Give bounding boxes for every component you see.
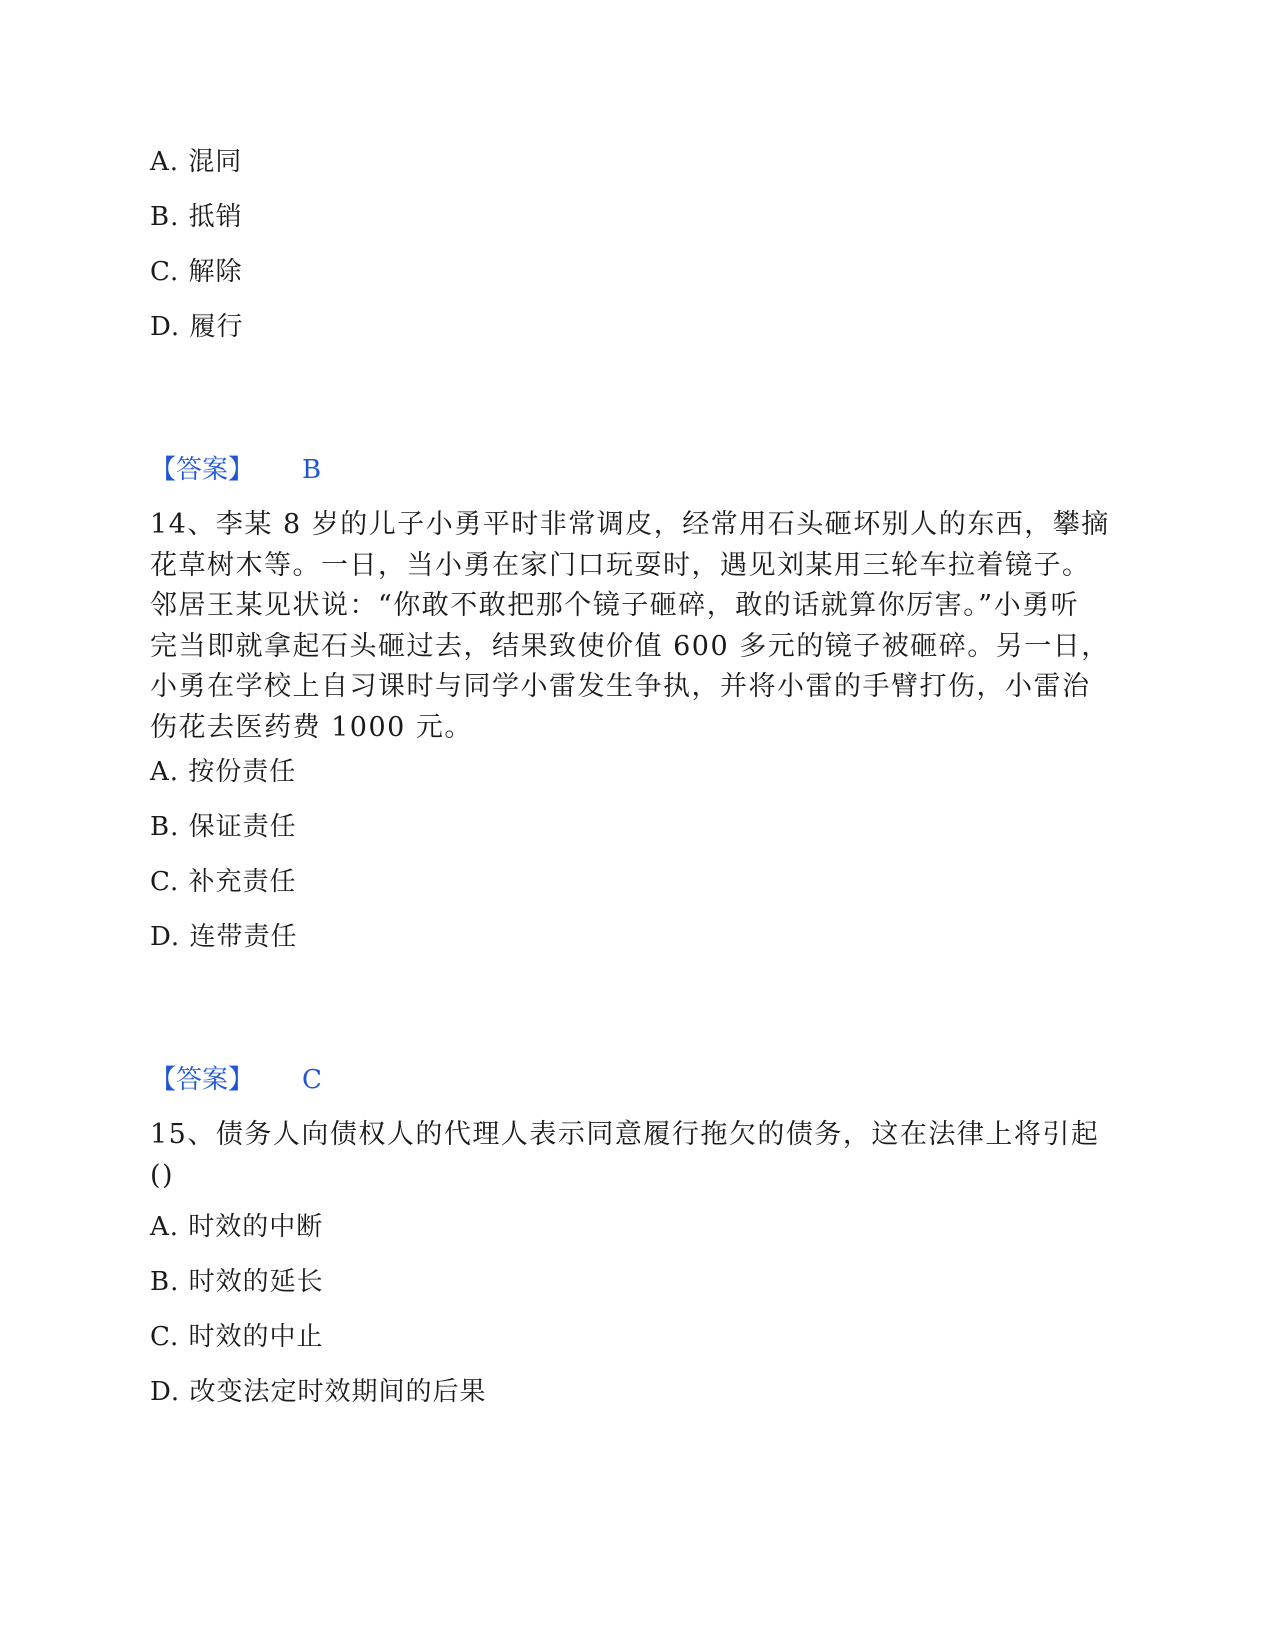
q15-line: 15、债务人向债权人的代理人表示同意履行拖欠的债务，这在法律上将引起 [150,1119,1100,1150]
q14-option-c: C. 补充责任 [150,867,297,897]
q15-line: () [150,1159,175,1191]
q13-option-a: A. 混同 [150,147,243,177]
q14-line: 14、李某 8 岁的儿子小勇平时非常调皮，经常用石头砸坏别人的东西，攀摘 [150,509,1110,540]
answer-value: C [302,1065,322,1095]
answer-value: B [302,455,322,485]
q15-stem [150,1115,1125,1196]
q14-line: 邻居王某见状说：“你敢不敢把那个镜子砸碎，敢的话就算你厉害。”小勇听 [150,590,1080,622]
q14-line: 伤花去医药费 1000 元。 [150,711,473,743]
answer-label: 【答案】 [150,1065,255,1095]
q14-answer [150,1065,322,1095]
q15-option-c: C. 时效的中止 [150,1322,324,1352]
q14-option-a: A. 按份责任 [150,757,297,787]
q14-line: 小勇在学校上自习课时与同学小雷发生争执，并将小雷的手臂打伤，小雷治 [150,671,1091,703]
q14-stem [150,505,1125,749]
q14-line: 完当即就拿起石头砸过去，结果致使价值 600 多元的镜子被砸碎。另一日， [150,630,1110,662]
q13-answer [150,455,321,485]
q15-option-d: D. 改变法定时效期间的后果 [150,1377,487,1407]
q13-option-d: D. 履行 [150,312,244,342]
q13-option-b: B. 抵销 [150,202,243,232]
q14-line: 花草树木等。一日，当小勇在家门口玩耍时，遇见刘某用三轮车拉着镜子。 [150,549,1091,581]
answer-label: 【答案】 [150,455,255,485]
q15-option-a: A. 时效的中断 [150,1212,324,1242]
q15-option-b: B. 时效的延长 [150,1267,324,1297]
q14-option-d: D. 连带责任 [150,922,298,952]
q14-option-b: B. 保证责任 [150,812,297,842]
q13-option-c: C. 解除 [150,257,243,287]
